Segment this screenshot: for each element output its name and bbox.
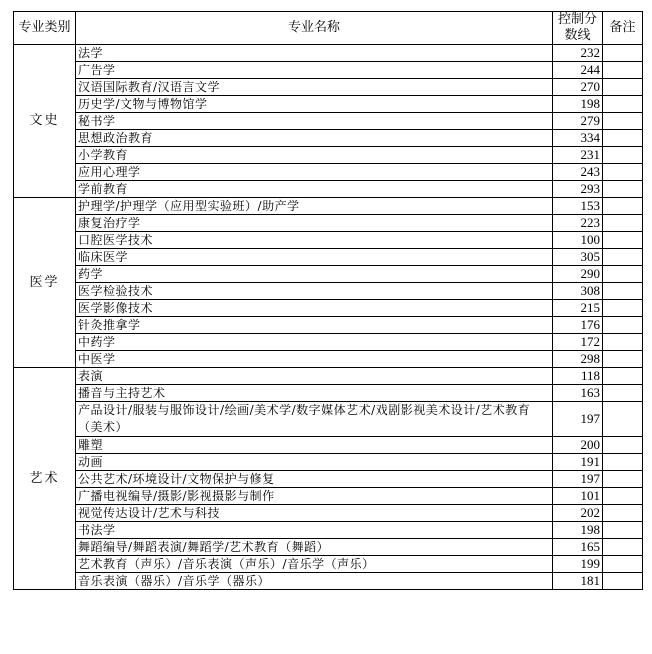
score-cell: 215 (553, 300, 603, 317)
score-cell: 200 (553, 437, 603, 454)
table-row (14, 113, 643, 130)
major-name-cell: 书法学 (76, 522, 553, 539)
score-table (13, 11, 643, 590)
score-cell: 181 (553, 573, 603, 590)
score-cell: 153 (553, 198, 603, 215)
score-cell: 298 (553, 351, 603, 368)
note-cell (603, 317, 643, 334)
table-body (14, 45, 643, 590)
major-name-cell: 舞蹈编导/舞蹈表演/舞蹈学/艺术教育（舞蹈） (76, 539, 553, 556)
score-cell: 165 (553, 539, 603, 556)
table-row (14, 232, 643, 249)
table-row (14, 249, 643, 266)
note-cell (603, 96, 643, 113)
major-name-cell: 音乐表演（器乐）/音乐学（器乐） (76, 573, 553, 590)
note-cell (603, 556, 643, 573)
note-cell (603, 113, 643, 130)
table-row (14, 317, 643, 334)
note-cell (603, 471, 643, 488)
note-cell (603, 130, 643, 147)
major-name-cell: 临床医学 (76, 249, 553, 266)
major-name-cell: 动画 (76, 454, 553, 471)
table-row (14, 266, 643, 283)
note-cell (603, 45, 643, 62)
note-cell (603, 573, 643, 590)
major-name-cell: 口腔医学技术 (76, 232, 553, 249)
note-cell (603, 351, 643, 368)
score-cell: 197 (553, 471, 603, 488)
table-row (14, 454, 643, 471)
table-row (14, 79, 643, 96)
major-name-cell: 学前教育 (76, 181, 553, 198)
note-cell (603, 488, 643, 505)
table-row (14, 351, 643, 368)
score-cell: 305 (553, 249, 603, 266)
major-name-cell: 产品设计/服装与服饰设计/绘画/美术学/数字媒体艺术/戏剧影视美术设计/艺术教育（美术） (76, 402, 553, 437)
note-cell (603, 283, 643, 300)
table-row (14, 334, 643, 351)
note-cell (603, 215, 643, 232)
table-row (14, 471, 643, 488)
note-cell (603, 198, 643, 215)
category-cell: 文史 (14, 45, 76, 198)
major-name-cell: 表演 (76, 368, 553, 385)
note-cell (603, 79, 643, 96)
note-cell (603, 522, 643, 539)
score-cell: 244 (553, 62, 603, 79)
note-cell (603, 232, 643, 249)
major-name-cell: 小学教育 (76, 147, 553, 164)
header-name: 专业名称 (76, 12, 553, 45)
score-cell: 199 (553, 556, 603, 573)
header-score: 控制分数线 (553, 12, 603, 45)
table-row (14, 300, 643, 317)
major-name-cell: 康复治疗学 (76, 215, 553, 232)
note-cell (603, 300, 643, 317)
table-row (14, 96, 643, 113)
table-row (14, 539, 643, 556)
score-cell: 293 (553, 181, 603, 198)
score-cell: 270 (553, 79, 603, 96)
major-name-cell: 广播电视编导/摄影/影视摄影与制作 (76, 488, 553, 505)
note-cell (603, 437, 643, 454)
category-cell: 医学 (14, 198, 76, 368)
table-row (14, 385, 643, 402)
score-cell: 334 (553, 130, 603, 147)
score-cell: 172 (553, 334, 603, 351)
note-cell (603, 249, 643, 266)
table-row (14, 164, 643, 181)
score-cell: 100 (553, 232, 603, 249)
note-cell (603, 368, 643, 385)
score-cell: 243 (553, 164, 603, 181)
table-row (14, 505, 643, 522)
table-row (14, 198, 643, 215)
note-cell (603, 62, 643, 79)
header-category: 专业类别 (14, 12, 76, 45)
score-cell: 232 (553, 45, 603, 62)
major-name-cell: 思想政治教育 (76, 130, 553, 147)
score-cell: 231 (553, 147, 603, 164)
major-name-cell: 广告学 (76, 62, 553, 79)
major-name-cell: 视觉传达设计/艺术与科技 (76, 505, 553, 522)
major-name-cell: 播音与主持艺术 (76, 385, 553, 402)
note-cell (603, 505, 643, 522)
score-cell: 118 (553, 368, 603, 385)
table-row (14, 437, 643, 454)
table-row (14, 402, 643, 437)
score-cell: 163 (553, 385, 603, 402)
table-row (14, 283, 643, 300)
score-cell: 290 (553, 266, 603, 283)
table-row (14, 556, 643, 573)
table-row (14, 45, 643, 62)
major-name-cell: 中药学 (76, 334, 553, 351)
header-note: 备注 (603, 12, 643, 45)
score-cell: 197 (553, 402, 603, 437)
major-name-cell: 药学 (76, 266, 553, 283)
score-cell: 223 (553, 215, 603, 232)
note-cell (603, 402, 643, 437)
table-row (14, 147, 643, 164)
note-cell (603, 181, 643, 198)
major-name-cell: 针灸推拿学 (76, 317, 553, 334)
major-name-cell: 医学影像技术 (76, 300, 553, 317)
major-name-cell: 护理学/护理学（应用型实验班）/助产学 (76, 198, 553, 215)
table-row (14, 573, 643, 590)
score-cell: 308 (553, 283, 603, 300)
table-row (14, 488, 643, 505)
major-name-cell: 中医学 (76, 351, 553, 368)
category-cell: 艺术 (14, 368, 76, 590)
major-name-cell: 医学检验技术 (76, 283, 553, 300)
note-cell (603, 385, 643, 402)
score-cell: 191 (553, 454, 603, 471)
table-row (14, 215, 643, 232)
major-name-cell: 法学 (76, 45, 553, 62)
major-name-cell: 雕塑 (76, 437, 553, 454)
note-cell (603, 266, 643, 283)
major-name-cell: 应用心理学 (76, 164, 553, 181)
note-cell (603, 147, 643, 164)
header-row (14, 12, 643, 45)
score-cell: 176 (553, 317, 603, 334)
table-row (14, 130, 643, 147)
score-cell: 198 (553, 96, 603, 113)
score-cell: 198 (553, 522, 603, 539)
table-row (14, 368, 643, 385)
score-cell: 279 (553, 113, 603, 130)
note-cell (603, 539, 643, 556)
major-name-cell: 历史学/文物与博物馆学 (76, 96, 553, 113)
note-cell (603, 454, 643, 471)
major-name-cell: 汉语国际教育/汉语言文学 (76, 79, 553, 96)
major-name-cell: 公共艺术/环境设计/文物保护与修复 (76, 471, 553, 488)
table-row (14, 522, 643, 539)
score-cell: 101 (553, 488, 603, 505)
table-row (14, 62, 643, 79)
major-name-cell: 秘书学 (76, 113, 553, 130)
note-cell (603, 334, 643, 351)
score-cell: 202 (553, 505, 603, 522)
table-row (14, 181, 643, 198)
major-name-cell: 艺术教育（声乐）/音乐表演（声乐）/音乐学（声乐） (76, 556, 553, 573)
note-cell (603, 164, 643, 181)
